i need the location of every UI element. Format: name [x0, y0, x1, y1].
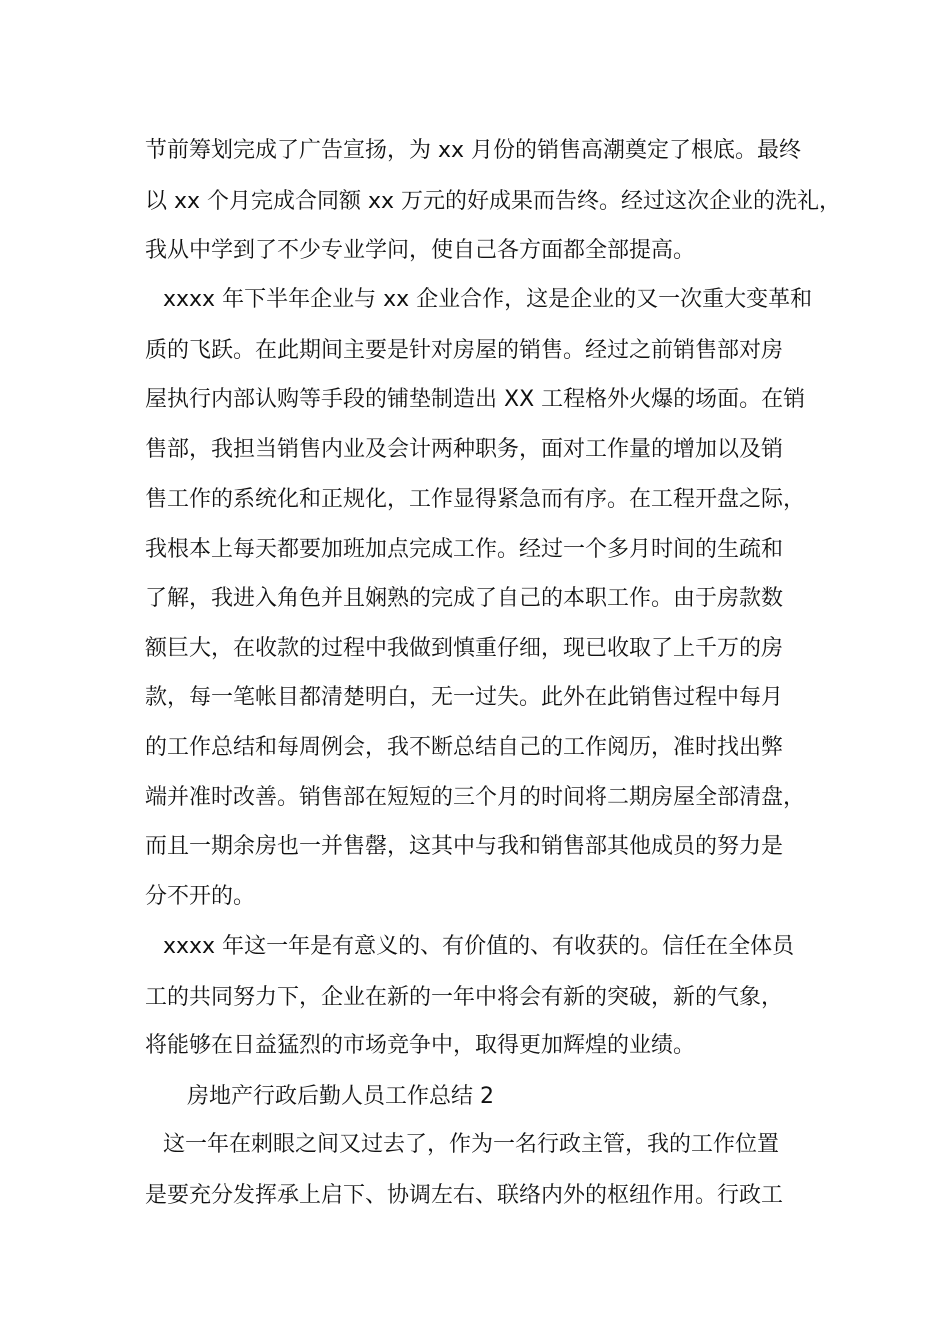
paragraph-2-line-12: 而且一期余房也一并售罄，这其中与我和销售部其他成员的努力是: [145, 834, 784, 859]
paragraph-3-line-2: 工的共同努力下，企业在新的一年中将会有新的突破，新的气象，: [145, 985, 784, 1010]
section-heading: 房地产行政后勤人员工作总结 2: [187, 1084, 494, 1109]
paragraph-1-line-3: 我从中学到了不少专业学问，使自己各方面都全部提高。: [145, 238, 696, 263]
paragraph-2-line-11: 端并准时改善。销售部在短短的三个月的时间将二期房屋全部清盘，: [145, 785, 806, 810]
paragraph-2-line-10: 的工作总结和每周例会，我不断总结自己的工作阅历，准时找出弊: [145, 735, 784, 760]
paragraph-2-line-5: 售工作的系统化和正规化，工作显得紧急而有序。在工程开盘之际，: [145, 487, 806, 512]
paragraph-3-line-3: 将能够在日益猛烈的市场竞争中，取得更加辉煌的业绩。: [145, 1033, 696, 1058]
paragraph-2-line-8: 额巨大，在收款的过程中我做到慎重仔细，现已收取了上千万的房: [145, 636, 784, 661]
paragraph-2-line-9: 款，每一笔帐目都清楚明白，无一过失。此外在此销售过程中每月: [145, 685, 784, 710]
paragraph-2-line-1: xxxx 年下半年企业与 xx 企业合作，这是企业的又一次重大变革和: [163, 287, 813, 312]
paragraph-1-line-1: 节前筹划完成了广告宣扬，为 xx 月份的销售高潮奠定了根底。最终: [145, 138, 802, 163]
paragraph-2-line-6: 我根本上每天都要加班加点完成工作。经过一个多月时间的生疏和: [145, 537, 784, 562]
paragraph-2-line-2: 质的飞跃。在此期间主要是针对房屋的销售。经过之前销售部对房: [145, 338, 784, 363]
paragraph-1-line-2: 以 xx 个月完成合同额 xx 万元的好成果而告终。经过这次企业的洗礼，: [145, 189, 842, 214]
paragraph-4-line-1: 这一年在刺眼之间又过去了，作为一名行政主管，我的工作位置: [163, 1132, 780, 1157]
paragraph-3-line-1: xxxx 年这一年是有意义的、有价值的、有收获的。信任在全体员: [163, 934, 795, 959]
paragraph-2-line-7: 了解，我进入角色并且娴熟的完成了自己的本职工作。由于房款数: [145, 586, 784, 611]
paragraph-4-line-2: 是要充分发挥承上启下、协调左右、联络内外的枢纽作用。行政工: [145, 1183, 784, 1208]
paragraph-2-line-13: 分不开的。: [145, 884, 256, 909]
paragraph-2-line-4: 售部，我担当销售内业及会计两种职务，面对工作量的增加以及销: [145, 437, 784, 462]
paragraph-2-line-3: 屋执行内部认购等手段的铺垫制造出 XX 工程格外火爆的场面。在销: [145, 387, 806, 412]
